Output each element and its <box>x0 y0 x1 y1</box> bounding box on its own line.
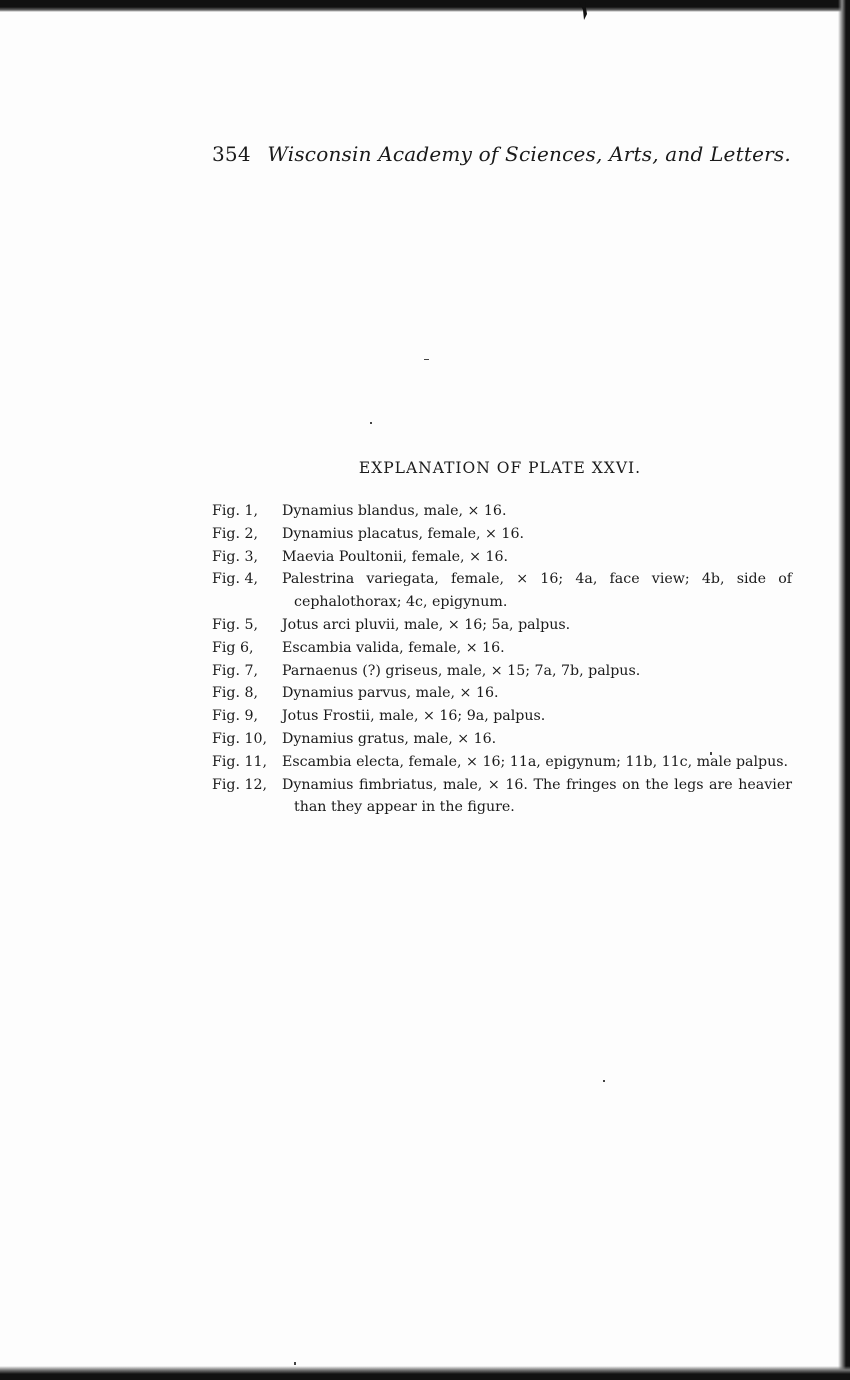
figure-caption: Dynamius fimbriatus, male, × 16. The fringes on the legs are heavier than they appear in the figure. <box>282 776 792 816</box>
figure-label: Fig. 11, <box>212 753 268 770</box>
figure-entry <box>212 614 792 637</box>
figure-caption: Parnaenus (?) griseus, male, × 15; 7a, 7b, palpus. <box>282 662 641 679</box>
figure-label: Fig. 1, <box>212 503 259 519</box>
figure-caption: Dynamius placatus, female, × 16. <box>282 525 524 542</box>
figure-entry <box>212 751 792 774</box>
figure-label: Fig. 7, <box>212 662 259 679</box>
plate-explanation-title: EXPLANATION OF PLATE XXVI. <box>358 459 642 477</box>
scan-speck <box>424 359 429 360</box>
figure-caption: Jotus Frostii, male, × 16; 9a, palpus. <box>282 708 546 725</box>
figure-label: Fig. 10, <box>212 730 268 747</box>
scan-border-right <box>838 0 850 1380</box>
page-number: 354 <box>212 142 251 166</box>
figure-entry <box>212 523 792 546</box>
figure-label: Fig. 12, <box>212 776 268 793</box>
scan-notch-mark <box>575 0 595 20</box>
figure-entry <box>212 660 792 683</box>
figure-caption: Jotus arci pluvii, male, × 16; 5a, palpus. <box>282 616 571 633</box>
scan-border-top <box>0 0 850 12</box>
figure-entry <box>212 682 792 705</box>
figure-label: Fig. 2, <box>212 525 259 542</box>
figure-label: Fig. 3, <box>212 548 259 565</box>
running-header <box>212 142 791 166</box>
figure-caption: Dynamius gratus, male, × 16. <box>282 730 497 747</box>
figure-entry <box>212 774 792 820</box>
figure-entry <box>212 705 792 728</box>
figure-label: Fig. 8, <box>212 685 259 702</box>
figure-list <box>212 500 792 819</box>
figure-entry <box>212 568 792 614</box>
figure-caption: Escambia valida, female, × 16. <box>282 639 505 656</box>
figure-label: Fig 6, <box>212 639 254 656</box>
journal-title: Wisconsin Academy of Sciences, Arts, and Letters. <box>267 142 791 166</box>
figure-entry <box>212 637 792 660</box>
figure-label: Fig. 9, <box>212 708 259 725</box>
figure-caption: Dynamius parvus, male, × 16. <box>282 685 499 702</box>
figure-label: Fig. 5, <box>212 616 259 633</box>
figure-caption: Escambia electa, female, × 16; 11a, epigynum; 11b, 11c, male palpus. <box>282 753 789 770</box>
figure-entry <box>212 500 792 523</box>
figure-caption: Dynamius blandus, male, × 16. <box>282 503 507 519</box>
figure-caption: Maevia Poultonii, female, × 16. <box>282 548 509 565</box>
scan-border-bottom <box>0 1366 850 1380</box>
scan-speck <box>294 1362 296 1365</box>
scan-speck <box>370 422 372 424</box>
figure-label: Fig. 4, <box>212 571 259 588</box>
figure-entry <box>212 546 792 569</box>
figure-entry <box>212 728 792 751</box>
figure-caption: Palestrina variegata, female, × 16; 4a, face view; 4b, side of cephalothorax; 4c, epigynum. <box>282 571 792 611</box>
scan-speck <box>603 1080 605 1082</box>
